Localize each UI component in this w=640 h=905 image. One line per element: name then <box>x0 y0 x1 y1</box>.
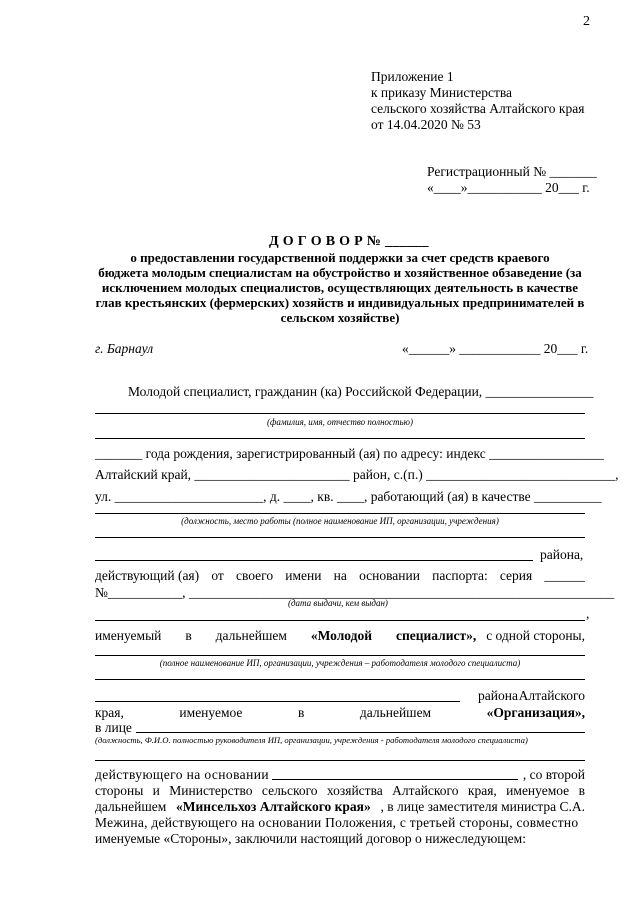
krai-line: Алтайский край, _______________________ район, с.(п.) ____________________________, <box>95 467 619 482</box>
fill-line <box>95 701 460 702</box>
title-line: исключением молодых специалистов, осуществляющих деятельность в качестве <box>101 280 579 295</box>
word: хозяйства <box>326 783 383 798</box>
appendix-line: Приложение 1 <box>371 69 454 84</box>
word: края, <box>95 705 124 720</box>
fill-line <box>136 732 585 733</box>
ministry-name: «Минсельхоз Алтайского края» <box>176 799 371 814</box>
hint-director: (должность, Ф.И.О. полностью руководителя ИП, организации, учреждения - работодателя молодого специалиста) <box>95 735 528 745</box>
word: на <box>333 568 347 583</box>
final-line-4: Межина, действующего на основании Положения, с третьей стороны, совместно <box>95 815 579 830</box>
named-line <box>95 628 585 643</box>
word: Министерство <box>169 783 253 798</box>
word: именуемый <box>95 628 162 643</box>
word: действующий (ая) <box>95 568 200 583</box>
hint-position: (должность, место работы (полное наименование ИП, организации, учреждения) <box>181 516 499 526</box>
contract-place: г. Барнаул <box>95 341 154 356</box>
birth-line: _______ года рождения, зарегистрированный (ая) по адресу: индекс _________________ <box>95 446 604 461</box>
rayon-word: района, <box>540 547 584 562</box>
title-line: глав крестьянских (фермерских) хозяйств и индивидуальных предпринимателей в <box>95 295 585 310</box>
fill-line <box>95 760 585 761</box>
word: в <box>297 705 305 720</box>
registration-number: Регистрационный № _______ <box>427 164 597 179</box>
word: паспорта: <box>432 568 488 583</box>
hint-issued: (дата выдачи, кем выдан) <box>288 598 388 608</box>
acting-line <box>95 568 585 583</box>
word: края, <box>467 783 497 798</box>
word: Алтайского <box>392 783 459 798</box>
word: в <box>185 628 192 643</box>
final-line-3 <box>95 799 585 814</box>
word: дальнейшем <box>359 705 432 720</box>
word: серия <box>499 568 533 583</box>
fill-line <box>95 513 585 514</box>
word: от <box>211 568 224 583</box>
word: «Организация», <box>486 705 585 720</box>
title-line: о предоставлении государственной поддержки за счет средств краевого <box>130 250 550 265</box>
fill-line <box>272 779 518 780</box>
fill-line <box>95 620 585 621</box>
registration-date: «____»___________ 20___ г. <box>427 180 590 195</box>
specialist-intro: Молодой специалист, гражданин (ка) Российской Федерации, ________________ <box>128 384 594 399</box>
fill-line <box>95 413 585 414</box>
word: имени <box>285 568 322 583</box>
word: дальнейшем <box>95 799 167 814</box>
fill-line <box>95 679 585 680</box>
word: своего <box>235 568 274 583</box>
word: в <box>578 783 585 798</box>
word: ______ <box>544 568 585 583</box>
final-line-2 <box>95 783 585 798</box>
word: и <box>152 783 160 798</box>
word: именуемое <box>179 705 243 720</box>
word: специалист», <box>395 628 477 643</box>
word: «Молодой <box>310 628 373 643</box>
word: сельского <box>261 783 318 798</box>
street-line: ул. ______________________, д. ____, кв. ____, работающий (ая) в качестве __________ <box>95 489 602 504</box>
fill-line <box>95 655 585 656</box>
final-line-5: именуемые «Стороны», заключили настоящий договор о нижеследующем: <box>95 831 526 846</box>
word: Алтайского <box>518 688 585 703</box>
title-line: бюджета молодым специалистам на обустройство и хозяйственное обзаведение (за <box>98 265 582 280</box>
rayon-altai-line <box>478 688 585 703</box>
contract-heading: Д О Г О В О Р № ______ <box>269 234 429 249</box>
hint-employer: (полное наименование ИП, организации, учреждения – работодателя молодого специалиста) <box>159 658 521 668</box>
final-line-1b: , со второй <box>522 767 585 782</box>
word: стороны <box>95 783 144 798</box>
word: с одной стороны, <box>486 628 585 643</box>
word: , в лице заместителя министра С.А. <box>380 799 585 814</box>
appendix-line: сельского хозяйства Алтайского края <box>371 101 585 116</box>
word: основании <box>359 568 420 583</box>
fill-line <box>95 438 585 439</box>
final-line-1a: действующего на основании <box>95 767 269 782</box>
hint-fio: (фамилия, имя, отчество полностью) <box>267 417 413 427</box>
word: именуемое <box>506 783 570 798</box>
line-comma: , <box>586 606 590 621</box>
contract-date: «______» ____________ 20___ г. <box>402 341 589 356</box>
page-number: 2 <box>583 14 590 29</box>
organization-line <box>95 705 585 720</box>
appendix-line: от 14.04.2020 № 53 <box>371 117 481 132</box>
word: района <box>478 688 518 703</box>
fill-line <box>95 560 533 561</box>
appendix-line: к приказу Министерства <box>371 85 513 100</box>
fill-line <box>95 537 585 538</box>
title-line: сельском хозяйстве) <box>280 310 400 325</box>
in-person-label: в лице <box>95 720 132 735</box>
passport-number-line: №___________, _______________________________________________________________ <box>95 585 615 600</box>
word: дальнейшем <box>215 628 287 643</box>
